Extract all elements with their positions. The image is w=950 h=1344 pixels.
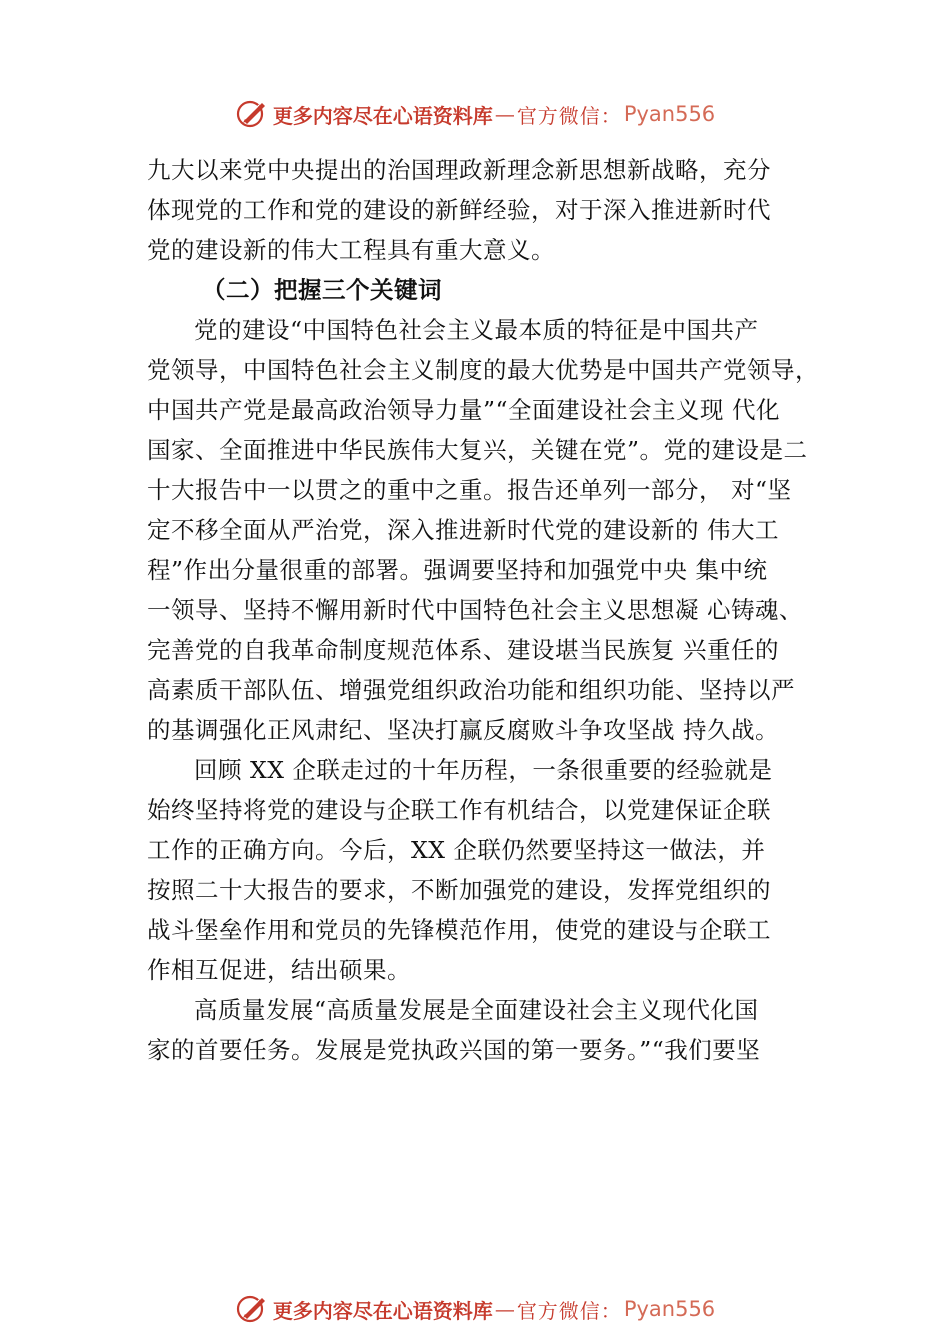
text-line: 家的首要任务。发展是党执政兴国的第一要务。”“我们要坚 (147, 1036, 761, 1064)
text-line: 始终坚持将党的建设与企联工作有机结合，以党建保证企联 (147, 796, 771, 824)
text-line: 完善党的自我革命制度规范体系、建设堪当民族复 兴重任的 (147, 636, 779, 664)
watermark-dash: — (494, 1297, 515, 1321)
text-line: 的基调强化正风肃纪、坚决打赢反腐败斗争攻坚战 持久战。 (147, 716, 779, 744)
watermark-brand: 更多内容尽在心语资料库 (272, 103, 493, 128)
text-line: 战斗堡垒作用和党员的先锋模范作用，使党的建设与企联工 (147, 916, 771, 944)
watermark-official-label: 官方微信： (516, 1298, 622, 1323)
text-line: 按照二十大报告的要求，不断加强党的建设，发挥党组织的 (147, 876, 771, 904)
watermark-official-label: 官方微信： (516, 103, 622, 128)
paragraph-start: 回顾 XX 企联走过的十年历程，一条很重要的经验就是 (194, 756, 773, 784)
text-line: 一领导、坚持不懈用新时代中国特色社会主义思想凝 心铸魂、 (147, 596, 803, 624)
watermark-header (0, 94, 950, 134)
watermark-dash: — (494, 102, 515, 126)
text-line: 党的建设新的伟大工程具有重大意义。 (147, 236, 555, 264)
paragraph-start: 高质量发展“高质量发展是全面建设社会主义现代化国 (194, 996, 759, 1024)
quill-logo-icon (235, 97, 269, 131)
text-line: 作相互促进，结出硕果。 (147, 956, 411, 984)
watermark-wechat-id: Pyan556 (623, 102, 716, 126)
section-heading: （二）把握三个关键词 (202, 276, 442, 304)
text-line: 工作的正确方向。今后，XX 企联仍然要坚持这一做法，并 (147, 836, 766, 864)
paragraph-start: 党的建设“中国特色社会主义最本质的特征是中国共产 (194, 316, 759, 344)
document-body (147, 150, 847, 1070)
watermark-footer (0, 1289, 950, 1329)
text-line: 体现党的工作和党的建设的新鲜经验，对于深入推进新时代 (147, 196, 771, 224)
text-line: 九大以来党中央提出的治国理政新理念新思想新战略，充分 (147, 156, 771, 184)
text-line: 中国共产党是最高政治领导力量”“全面建设社会主义现 代化 (147, 396, 780, 424)
watermark-wechat-id: Pyan556 (623, 1297, 716, 1321)
watermark-brand: 更多内容尽在心语资料库 (272, 1298, 493, 1323)
text-line: 程”作出分量很重的部署。强调要坚持和加强党中央 集中统 (147, 556, 768, 584)
text-line: 高素质干部队伍、增强党组织政治功能和组织功能、坚持以严 (147, 676, 795, 704)
text-line: 党领导，中国特色社会主义制度的最大优势是中国共产党领导， (147, 356, 819, 384)
text-line: 国家、全面推进中华民族伟大复兴，关键在党”。党的建设是二 (147, 436, 808, 464)
text-line: 定不移全面从严治党，深入推进新时代党的建设新的 伟大工 (147, 516, 779, 544)
quill-logo-icon (235, 1292, 269, 1326)
text-line: 十大报告中一以贯之的重中之重。报告还单列一部分， 对“坚 (147, 476, 792, 504)
